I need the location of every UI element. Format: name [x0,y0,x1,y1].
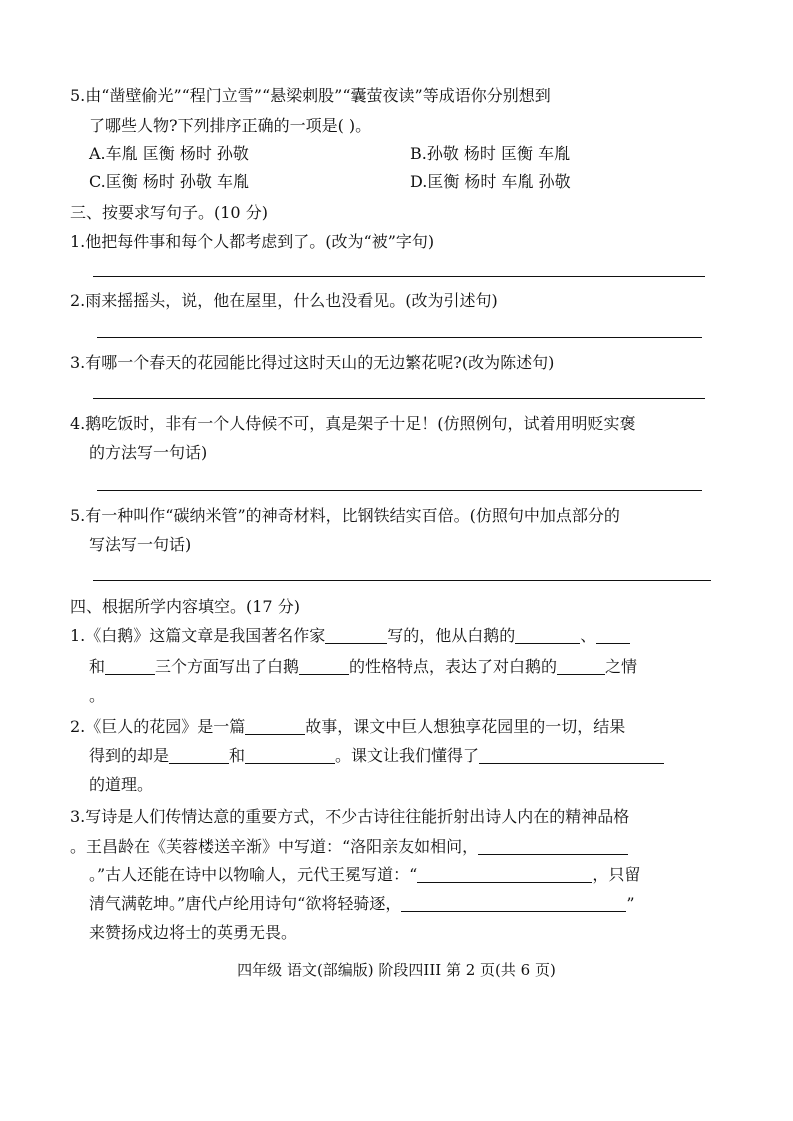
blank-genre[interactable] [245,716,305,735]
s4-item1-text-g: 之情 [605,657,638,676]
blank-aspect-2[interactable] [596,625,630,644]
s3-item3-answer-line[interactable] [93,398,705,399]
s4-item2-text-a: 2.《巨人的花园》是一篇 [70,717,246,736]
blank-poem-3[interactable] [401,893,626,912]
s3-item4-line2: 的方法写一句话) [89,443,208,462]
s4-item2-text-c: 得到的却是 [89,746,170,765]
q5-option-a: A.车胤 匡衡 杨时 孙敬 [89,144,249,163]
blank-poem-2[interactable] [417,864,592,883]
s4-item1-line3: 。 [89,686,106,705]
q5-stem-line1: 5.由“凿壁偷光”“程门立雪”“悬梁刺股”“囊萤夜读”等成语你分别想到 [70,86,551,105]
s4-item2-line2 [89,745,664,767]
s4-item2-line1 [70,716,625,738]
s4-item1-text-b: 写的，他从白鹅的 [387,626,516,645]
s4-item3-text-d: ，只留 [592,865,641,884]
s4-item3-line5: 来赞扬戍边将士的英勇无畏。 [89,923,298,942]
s4-item1-text-e: 三个方面写出了白鹅 [155,657,300,676]
s3-item2: 2.雨来摇摇头，说，他在屋里，什么也没看见。(改为引述句) [70,291,498,310]
s4-item3-text-b: 。王昌龄在《芙蓉楼送辛渐》中写道：“洛阳亲友如相问， [70,837,479,856]
s4-item1-line2 [89,656,637,678]
q5-option-c: C.匡衡 杨时 孙敬 车胤 [89,172,250,191]
s4-item2-text-e: 。课文让我们懂得了 [335,746,480,765]
blank-poem-1[interactable] [478,836,628,855]
s4-item3-line4 [89,893,635,915]
blank-result-1[interactable] [169,745,229,764]
s4-item2-text-d: 和 [229,746,246,765]
s3-item2-answer-line[interactable] [97,337,702,338]
q5-stem-line2: 了哪些人物?下列排序正确的一项是( )。 [89,116,372,135]
blank-feeling[interactable] [557,656,605,675]
s4-item1-text-d: 和 [89,657,106,676]
s3-item5-line1: 5.有一种叫作“碳纳米管”的神奇材料，比钢铁结实百倍。(仿照句中加点部分的 [70,506,620,525]
s3-item4-line1: 4.鹅吃饭时，非有一个人侍候不可，真是架子十足！(仿照例句，试着用明贬实褒 [70,414,636,433]
s4-item2-text-b: 故事，课文中巨人想独享花园里的一切，结果 [305,717,626,736]
blank-lesson[interactable] [479,745,664,764]
s4-item1-text-f: 的性格特点，表达了对白鹅的 [349,657,558,676]
s4-item2-line3: 的道理。 [89,775,154,794]
q5-option-b: B.孙敬 杨时 匡衡 车胤 [410,144,571,163]
blank-character[interactable] [299,656,349,675]
s3-item4-answer-line[interactable] [97,490,702,491]
s4-item3-text-f: ” [626,894,635,913]
s4-item3-line1: 3.写诗是人们传情达意的重要方式，不少古诗往往能折射出诗人内在的精神品格 [70,807,630,826]
blank-aspect-1[interactable] [515,625,580,644]
blank-result-2[interactable] [245,745,335,764]
q5-option-d: D.匡衡 杨时 车胤 孙敬 [410,172,571,191]
s4-item3-line3 [89,864,640,886]
s3-item1-answer-line[interactable] [93,276,705,277]
page-footer: 四年级 语文(部编版) 阶段四III 第 2 页(共 6 页) [237,961,556,979]
s3-item5-answer-line[interactable] [93,580,711,581]
blank-aspect-3[interactable] [105,656,155,675]
s4-item1-text-a: 1.《白鹅》这篇文章是我国著名作家 [70,626,326,645]
s4-item3-line2 [70,836,628,858]
blank-author[interactable] [325,625,387,644]
s4-item1-line1 [70,625,630,647]
s3-item5-line2: 写法写一句话) [89,535,192,554]
s3-item1: 1.他把每件事和每个人都考虑到了。(改为“被”字句) [70,232,435,251]
section4-title: 四、根据所学内容填空。(17 分) [70,597,300,616]
s4-item1-text-c: 、 [580,626,597,645]
s4-item3-text-e: 清气满乾坤。”唐代卢纶用诗句“欲将轻骑逐， [89,894,402,913]
section3-title: 三、按要求写句子。(10 分) [70,203,268,222]
s4-item3-text-c: 。”古人还能在诗中以物喻人，元代王冕写道：“ [89,865,418,884]
s3-item3: 3.有哪一个春天的花园能比得过这时天山的无边繁花呢?(改为陈述句) [70,353,555,372]
